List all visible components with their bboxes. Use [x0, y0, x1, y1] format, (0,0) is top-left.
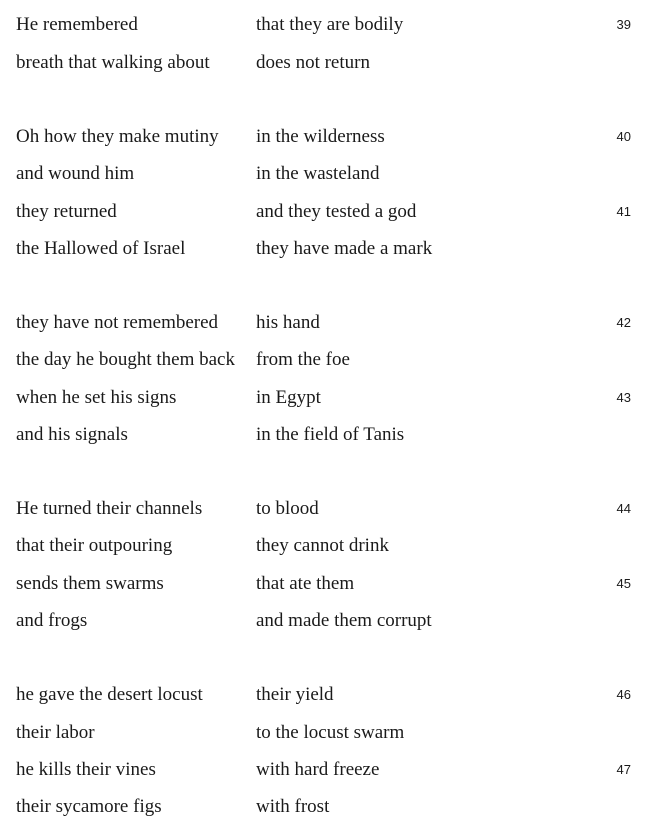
line-second-half: that ate them	[256, 573, 355, 594]
verse-number: 41	[616, 204, 631, 219]
line-first-half: they returned	[16, 201, 117, 222]
line-second-half: they cannot drink	[256, 535, 389, 556]
line-second-half: in Egypt	[256, 387, 321, 408]
line-first-half: the day he bought them back	[16, 349, 235, 370]
poem-line	[0, 51, 665, 81]
poem-line	[0, 348, 665, 378]
verse-number: 42	[616, 315, 631, 330]
poem-line	[0, 609, 665, 639]
poem-line	[0, 683, 665, 713]
line-first-half: their sycamore figs	[16, 796, 162, 817]
line-first-half: He remembered	[16, 14, 138, 35]
line-first-half: their labor	[16, 722, 95, 743]
poem-line	[0, 200, 665, 230]
line-second-half: that they are bodily	[256, 14, 404, 35]
line-second-half: in the field of Tanis	[256, 424, 405, 445]
poem-line	[0, 721, 665, 751]
poem-line	[0, 162, 665, 192]
line-second-half: his hand	[256, 312, 320, 333]
line-second-half: does not return	[256, 52, 370, 73]
poem-line	[0, 125, 665, 155]
line-second-half: and made them corrupt	[256, 610, 432, 631]
line-second-half: from the foe	[256, 349, 350, 370]
verse-number: 44	[616, 501, 631, 516]
line-first-half: and wound him	[16, 163, 135, 184]
verse-number: 39	[616, 17, 631, 32]
line-second-half: to the locust swarm	[256, 722, 405, 743]
line-first-half: breath that walking about	[16, 52, 210, 73]
line-second-half: their yield	[256, 684, 334, 705]
line-first-half: he gave the desert locust	[16, 684, 203, 705]
verse-number: 45	[616, 576, 631, 591]
verse-number: 47	[616, 762, 631, 777]
line-first-half: sends them swarms	[16, 573, 164, 594]
line-first-half: he kills their vines	[16, 759, 156, 780]
line-first-half: and his signals	[16, 424, 128, 445]
poem-line	[0, 758, 665, 788]
poem-line	[0, 423, 665, 453]
line-first-half: that their outpouring	[16, 535, 173, 556]
line-second-half: with frost	[256, 796, 330, 817]
line-second-half: and they tested a god	[256, 201, 417, 222]
line-first-half: they have not remembered	[16, 312, 219, 333]
poem-line	[0, 795, 665, 825]
line-first-half: Oh how they make mutiny	[16, 126, 219, 147]
line-first-half: and frogs	[16, 610, 88, 631]
line-second-half: to blood	[256, 498, 319, 519]
poem-line	[0, 13, 665, 43]
verse-number: 46	[616, 687, 631, 702]
line-second-half: with hard freeze	[256, 759, 380, 780]
poem-line	[0, 572, 665, 602]
verse-number: 43	[616, 390, 631, 405]
poem-line	[0, 497, 665, 527]
verse-number: 40	[616, 129, 631, 144]
line-second-half: in the wasteland	[256, 163, 380, 184]
line-second-half: in the wilderness	[256, 126, 385, 147]
line-first-half: He turned their channels	[16, 498, 203, 519]
line-first-half: when he set his signs	[16, 387, 177, 408]
line-second-half: they have made a mark	[256, 238, 433, 259]
poem-line	[0, 311, 665, 341]
line-first-half: the Hallowed of Israel	[16, 238, 186, 259]
poem-line	[0, 386, 665, 416]
poem-line	[0, 237, 665, 267]
poem-line	[0, 534, 665, 564]
